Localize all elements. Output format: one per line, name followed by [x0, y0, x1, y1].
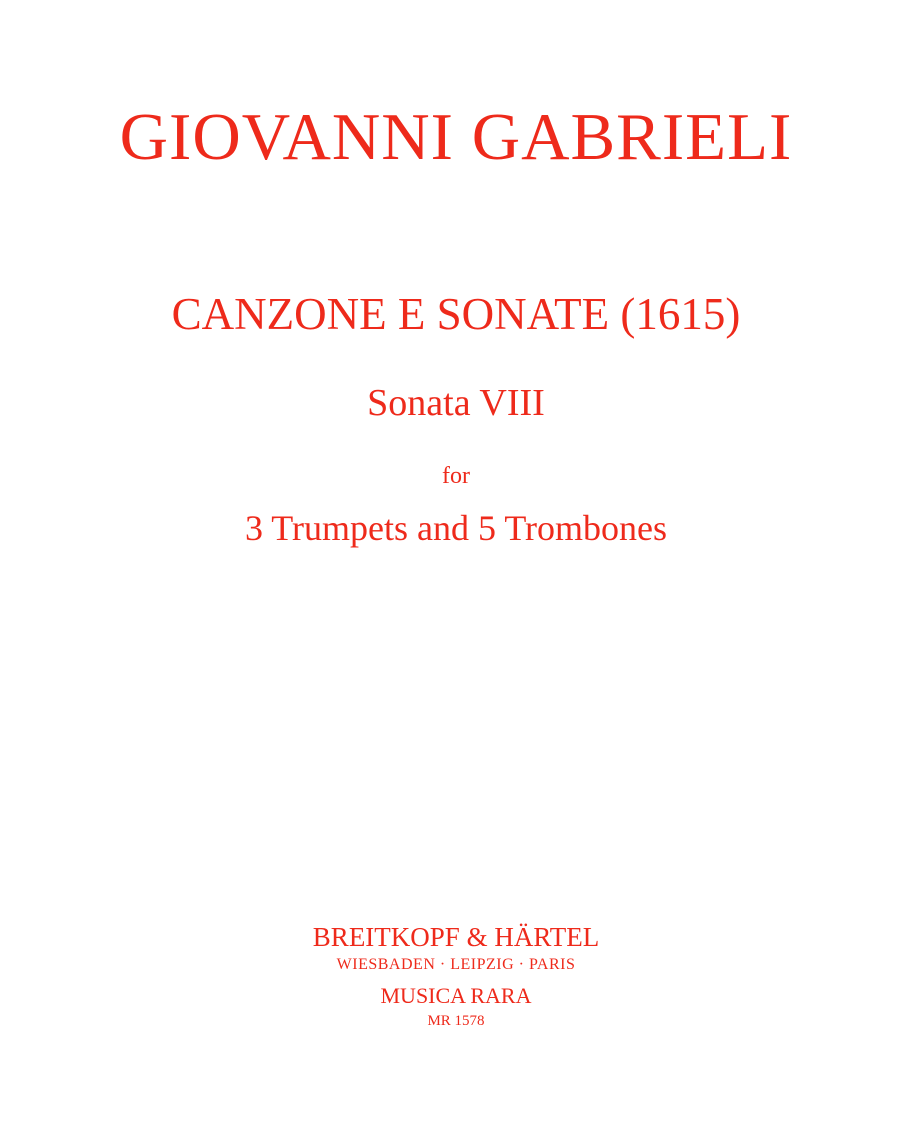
instrumentation: 3 Trumpets and 5 Trombones [244, 508, 668, 548]
work-title: CANZONE E SONATE (1615) [171, 289, 741, 339]
composer-name: GIOVANNI GABRIELI [119, 100, 793, 174]
catalog-number: MR 1578 [427, 1013, 485, 1029]
publisher-imprint: MUSICA RARA [380, 983, 532, 1008]
movement-title: Sonata VIII [367, 382, 545, 424]
for-label: for [442, 463, 470, 489]
publisher-name: BREITKOPF & HÄRTEL [312, 922, 600, 952]
publisher-cities: WIESBADEN · LEIPZIG · PARIS [336, 956, 576, 973]
